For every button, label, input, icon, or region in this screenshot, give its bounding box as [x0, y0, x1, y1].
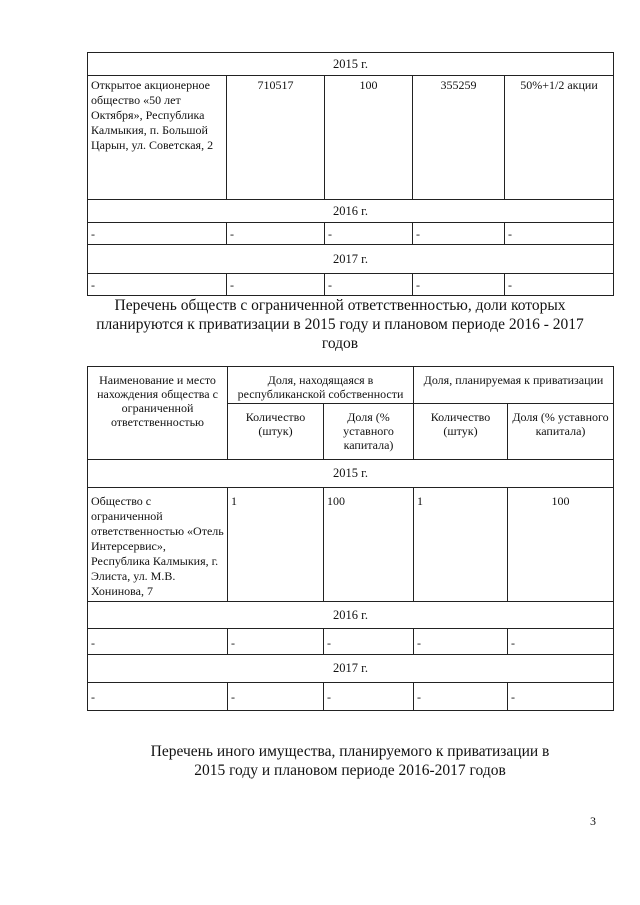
- table-row: [88, 629, 614, 655]
- table-row: [88, 488, 614, 602]
- llc-list-heading: Перечень обществ с ограниченной ответственностью, доли которых планируются к приватизации в 2015 году и плановом периоде 2016 - 2017 годов: [96, 297, 584, 352]
- company-name-cell: Общество с ограниченной ответственностью «Отель Интерсервис», Республика Калмыкия, г. Элиста, ул. М.В. Хонинова, 7: [88, 488, 228, 602]
- dash-cell: -: [325, 274, 413, 296]
- dash-cell: -: [505, 274, 614, 296]
- dash-cell: -: [227, 274, 325, 296]
- table-row: [88, 274, 614, 296]
- dash-cell: -: [413, 274, 505, 296]
- column-header-quantity: Количество (штук): [228, 404, 324, 460]
- other-property-heading: Перечень иного имущества, планируемого к приватизации в 2015 году и плановом периоде 2016-2017 годов: [150, 743, 550, 779]
- company-name-cell: Открытое акционерное общество «50 лет Октября», Республика Калмыкия, п. Большой Царын, ул. Советская, 2: [88, 76, 227, 200]
- column-header-name: Наименование и место нахождения общества с ограниченной ответственностью: [88, 367, 228, 460]
- dash-cell: -: [505, 223, 614, 245]
- dash-cell: -: [88, 629, 228, 655]
- dash-cell: -: [228, 683, 324, 711]
- year-2016-row: 2016 г.: [88, 200, 614, 223]
- share-cell: 100: [324, 488, 414, 602]
- dash-cell: -: [413, 223, 505, 245]
- llc-shares-table: [87, 366, 614, 711]
- year-2017-row: 2017 г.: [88, 655, 614, 683]
- page-number: 3: [590, 814, 596, 828]
- dash-cell: -: [228, 629, 324, 655]
- dash-cell: -: [88, 223, 227, 245]
- table-row: [88, 76, 614, 200]
- table-row: [88, 683, 614, 711]
- share-percent-cell: 100: [325, 76, 413, 200]
- table-row: [88, 223, 614, 245]
- year-2016-row: 2016 г.: [88, 602, 614, 629]
- planned-shares-count-cell: 355259: [413, 76, 505, 200]
- column-header-share: Доля (% уставного капитала): [324, 404, 414, 460]
- planned-share-cell: 100: [508, 488, 614, 602]
- dash-cell: -: [324, 629, 414, 655]
- planned-quantity-cell: 1: [414, 488, 508, 602]
- shares-count-cell: 710517: [227, 76, 325, 200]
- dash-cell: -: [508, 629, 614, 655]
- quantity-cell: 1: [228, 488, 324, 602]
- year-2017-row: 2017 г.: [88, 245, 614, 274]
- column-group-planned-share: Доля, планируемая к приватизации: [414, 367, 614, 404]
- dash-cell: -: [227, 223, 325, 245]
- dash-cell: -: [508, 683, 614, 711]
- column-header-quantity: Количество (штук): [414, 404, 508, 460]
- dash-cell: -: [88, 274, 227, 296]
- dash-cell: -: [325, 223, 413, 245]
- year-2015-row: 2015 г.: [88, 460, 614, 488]
- dash-cell: -: [324, 683, 414, 711]
- column-header-share: Доля (% уставного капитала): [508, 404, 614, 460]
- planned-share-cell: 50%+1/2 акции: [505, 76, 614, 200]
- column-group-republic-share: Доля, находящаяся в республиканской собственности: [228, 367, 414, 404]
- dash-cell: -: [88, 683, 228, 711]
- dash-cell: -: [414, 683, 508, 711]
- dash-cell: -: [414, 629, 508, 655]
- joint-stock-companies-table: [87, 52, 614, 296]
- year-2015-row: 2015 г.: [88, 53, 614, 76]
